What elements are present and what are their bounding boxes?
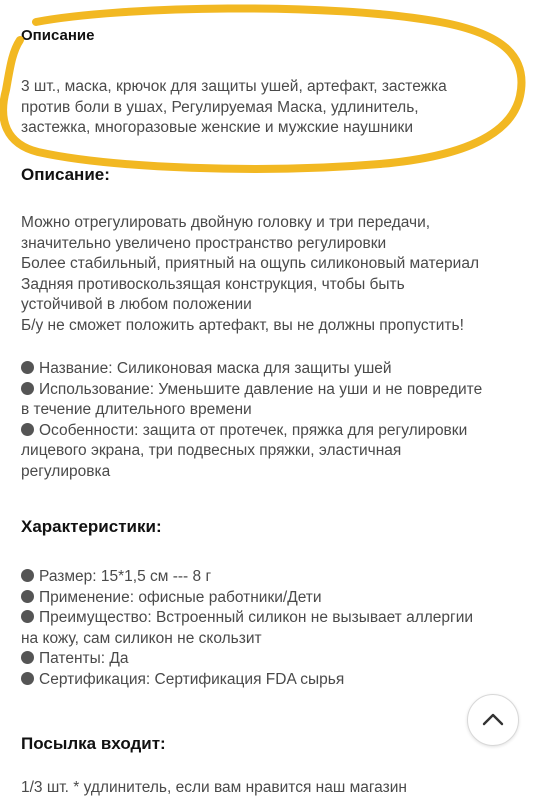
bullet-icon [21, 382, 34, 395]
package-partial-line: 1/3 шт. * удлинитель, если вам нравится наш магазин [21, 779, 407, 796]
feature-item: Особенности: защита от протечек, пряжка для регулировки [21, 421, 526, 442]
description-text [21, 213, 526, 336]
top-section-line: 3 шт., маска, крючок для защиты ушей, артефакт, застежка [21, 78, 447, 95]
characteristic-item: Сертификация: Сертификация FDA сырья [21, 670, 526, 691]
top-section-line: застежка, многоразовые женские и мужские наушники [21, 119, 413, 136]
feature-item: Использование: Уменьшите давление на уши и не повредите [21, 380, 526, 401]
bullet-icon [21, 569, 34, 582]
features-list [21, 359, 526, 482]
top-section-line: против боли в ушах, Регулируемая Маска, удлинитель, [21, 98, 419, 116]
description-line: Задняя противоскользящая конструкция, чтобы быть [21, 275, 405, 293]
feature-item-continuation: регулировка [21, 462, 111, 480]
feature-item-continuation: в течение длительного времени [21, 401, 252, 418]
bullet-icon [21, 672, 34, 685]
characteristic-item: Преимущество: Встроенный силикон не вызывает аллергии [21, 608, 526, 629]
characteristic-item: Применение: офисные работники/Дети [21, 588, 526, 609]
bullet-icon [21, 361, 34, 374]
characteristic-item: Размер: 15*1,5 см --- 8 г [21, 567, 526, 588]
characteristics-heading: Характеристики: [21, 517, 162, 536]
description-line: Б/у не сможет положить артефакт, вы не должны пропустить! [21, 316, 464, 334]
description-line: значительно увеличено пространство регулировки [21, 234, 387, 252]
chevron-up-icon [480, 707, 506, 733]
bullet-icon [21, 423, 34, 436]
package-heading: Посылка входит: [21, 734, 166, 753]
top-section-text [21, 77, 526, 139]
description-heading: Описание: [21, 165, 110, 184]
characteristic-item-continuation: на кожу, сам силикон не скользит [21, 629, 262, 647]
bullet-icon [21, 651, 34, 664]
characteristics-list [21, 567, 526, 690]
description-line: Можно отрегулировать двойную головку и три передачи, [21, 214, 431, 231]
top-section-heading: Описание [21, 27, 95, 44]
feature-item-continuation: лицевого экрана, три подвесных пряжки, эластичная [21, 442, 402, 459]
description-line: Более стабильный, приятный на ощупь силиконовый материал [21, 255, 479, 272]
bullet-icon [21, 590, 34, 603]
scroll-to-top-button[interactable] [467, 694, 519, 746]
description-line: устойчивой в любом положении [21, 296, 252, 313]
characteristic-item: Патенты: Да [21, 649, 526, 670]
feature-item: Название: Силиконовая маска для защиты ушей [21, 359, 526, 380]
bullet-icon [21, 610, 34, 623]
